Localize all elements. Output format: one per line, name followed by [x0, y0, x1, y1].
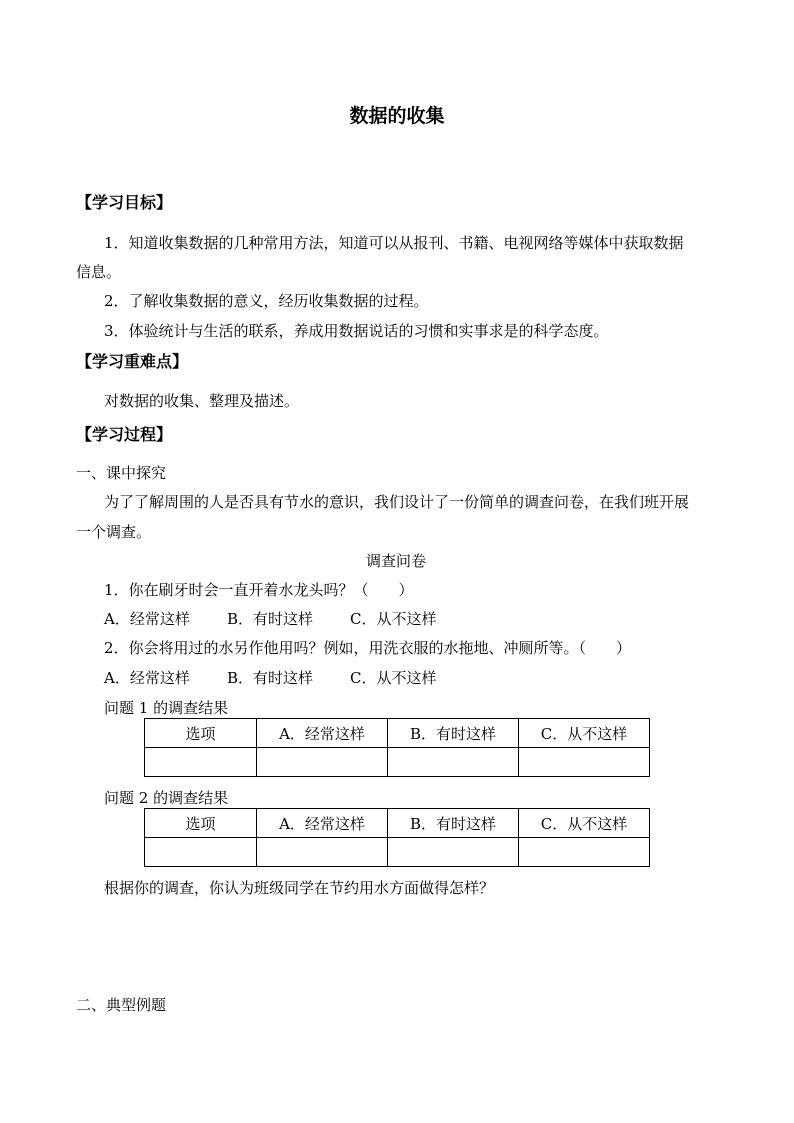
table-header-row: [145, 809, 650, 838]
q1-option-a: A．经常这样: [104, 610, 190, 628]
table-cell-blank[interactable]: [388, 748, 519, 777]
page-title: 数据的收集: [349, 105, 445, 127]
section-1-heading: 一、课中探究: [76, 464, 167, 482]
objective-item-1: 1．知道收集数据的几种常用方法，知道可以从报刊、书籍、电视网络等媒体中获取数据: [104, 234, 684, 252]
result-1-label: 问题 1 的调查结果: [104, 699, 229, 717]
survey-question-1: 1．你在刷牙时会一直开着水龙头吗？（ ）: [104, 581, 414, 599]
table-row: [145, 838, 650, 867]
q2-option-c: C．从不这样: [350, 669, 437, 687]
table-cell-blank[interactable]: [519, 748, 650, 777]
table-cell-blank[interactable]: [257, 838, 388, 867]
table-cell-blank[interactable]: [519, 838, 650, 867]
q1-option-b: B．有时这样: [227, 610, 314, 628]
q1-option-c: C．从不这样: [350, 610, 437, 628]
q2-option-b: B．有时这样: [227, 669, 314, 687]
table-header-cell: C．从不这样: [519, 719, 650, 748]
survey-title: 调查问卷: [366, 552, 427, 570]
result-2-table: [144, 808, 650, 867]
objective-item-2: 2．了解收集数据的意义，经历收集数据的过程。: [104, 292, 429, 310]
section-2-heading: 二、典型例题: [76, 996, 167, 1014]
key-points-heading: 【学习重难点】: [76, 352, 189, 371]
table-cell-blank[interactable]: [388, 838, 519, 867]
q2-option-a: A．经常这样: [104, 669, 190, 687]
process-heading: 【学习过程】: [76, 425, 173, 444]
survey-question-2: 2．你会将用过的水另作他用吗？例如，用洗衣服的水拖地、冲厕所等。（ ）: [104, 639, 632, 657]
table-cell-blank[interactable]: [145, 748, 257, 777]
table-header-cell: A．经常这样: [257, 809, 388, 838]
table-row: [145, 748, 650, 777]
table-cell-blank[interactable]: [145, 838, 257, 867]
objective-item-1-continued: 信息。: [76, 263, 122, 281]
objective-item-3: 3．体验统计与生活的联系，养成用数据说话的习惯和实事求是的科学态度。: [104, 322, 609, 340]
result-1-table: [144, 718, 650, 777]
objectives-heading: 【学习目标】: [76, 193, 173, 212]
table-header-cell: B．有时这样: [388, 809, 519, 838]
table-header-row: [145, 719, 650, 748]
intro-paragraph: 为了了解周围的人是否具有节水的意识，我们设计了一份简单的调查问卷，在我们班开展: [104, 493, 690, 511]
table-header-cell: A．经常这样: [257, 719, 388, 748]
key-points-text: 对数据的收集、整理及描述。: [104, 392, 300, 410]
table-cell-blank[interactable]: [257, 748, 388, 777]
table-header-cell: 选项: [145, 719, 257, 748]
table-header-cell: 选项: [145, 809, 257, 838]
intro-paragraph-continued: 一个调查。: [76, 523, 152, 541]
table-header-cell: B．有时这样: [388, 719, 519, 748]
table-header-cell: C．从不这样: [519, 809, 650, 838]
reflection-question: 根据你的调查，你认为班级同学在节约用水方面做得怎样？: [104, 879, 495, 897]
result-2-label: 问题 2 的调查结果: [104, 789, 229, 807]
